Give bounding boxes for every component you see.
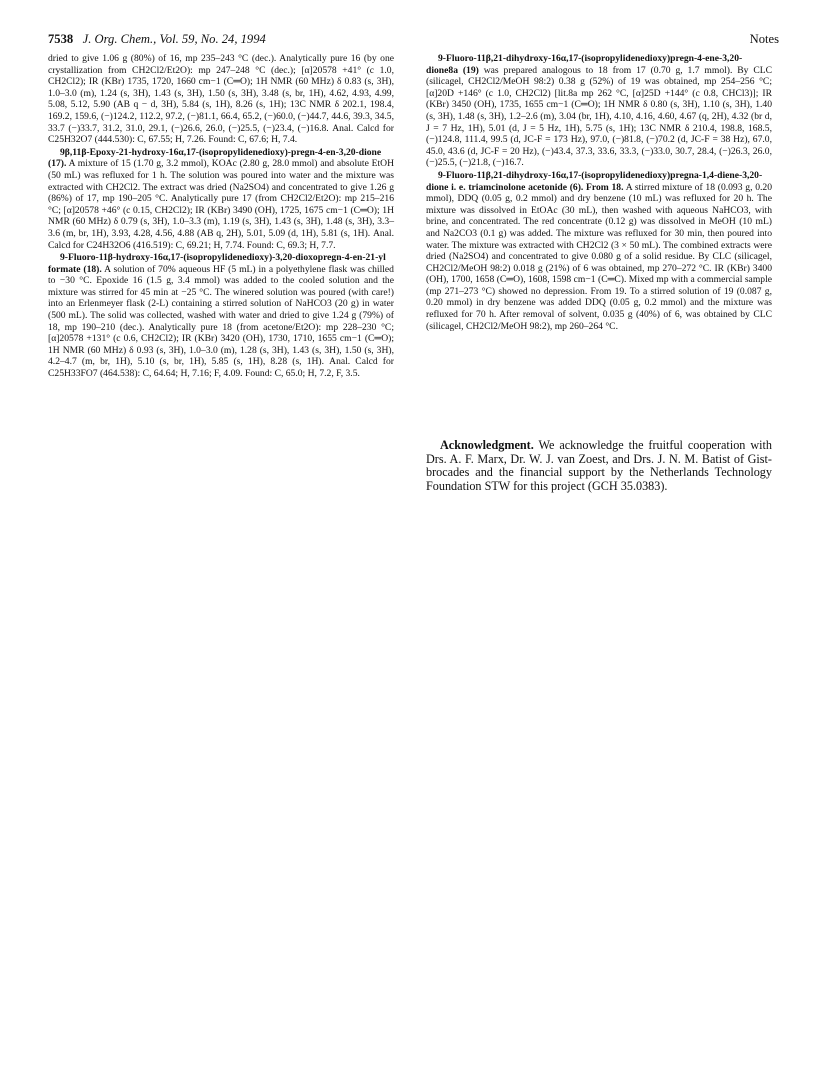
paragraph-compound-17 — [48, 147, 394, 251]
right-column — [426, 53, 772, 333]
paragraph-text: dried to give 1.06 g (80%) of 16, mp 235–243 °C (dec.). Analytically pure 16 (by one crystallization from CH2Cl2/Et2O): mp 247–248 °C (dec.); [α]20578 +41° (c 1.0, CH2Cl2); IR (KBr) 1735, 1720, 1660 cm−1 (C═O); 1H NMR (60 MHz) δ 0.83 (s, 3H), 1.0–3.0 (m), 1.24 (s, 3H), 1.43 (s, 3H), 1.50 (s, 3H), 3.48 (s, br, 1H), 4.62, 4.93, 4.99, 5.08, 5.12, 5.90 (AB q − d, 3H), 5.84 (s, 1H), 8.26 (s, 1H); 13C NMR δ 202.1, 198.4, 169.2, 159.6, (−)124.2, 112.2, 97.2, (−)81.1, 66.4, 65.2, (−)60.0, (−)44.7, 44.6, 39.3, 34.5, 33.7 (−)33.7, 31.2, 31.0, 29.1, (−)26.6, 26.0, (−)25.5, (−)23.4, (−)16.8. Anal. Calcd for C25H32O7 (444.530): C, 67.55; H, 7.26. Found: C, 67.6; H, 7.4. — [48, 53, 394, 146]
page-number: 7538 — [48, 32, 74, 46]
acknowledgment-heading: Acknowledgment. — [440, 438, 534, 452]
paragraph-compound-6 — [426, 170, 772, 332]
left-column — [48, 53, 394, 381]
compound-heading: 9-Fluoro-11β-hydroxy-16α,17-(isopropylidenedioxy)-3,20-dioxopregn-4-en-21-yl formate (18). — [48, 252, 386, 275]
paragraph-text: A stirred mixture of 18 (0.093 g, 0.20 mmol), DDQ (0.05 g, 0.2 mmol) and dry benzene (10 mL) was refluxed for 20 h. The mixture was dissolved in EtOAc (30 mL), then washed with aqueous NaHCO3, with brine, and concentrated. The red concentrate (0.12 g) was dissolved in MeOH (10 mL) and Na2CO3 (0.1 g) was added. The mixture was refluxed for 30 min, then poured into water. The mixture was extracted with CH2Cl2 (3 × 50 mL). The combined extracts were dried (Na2SO4) and concentrated to give 0.080 g of a solid residue. By CLC (silicagel, CH2Cl2/MeOH 98:2) 0.018 g (21%) of 6 was obtained, mp 270–272 °C. IR (KBr) 3400 (OH), 1700, 1658 (C═O), 1608, 1598 cm−1 (C═C). Mixed mp with a commercial sample (mp 271–273 °C) showed no depression. From 19. To a stirred solution of 19 (0.087 g, 0.20 mmol) in dry benzene was added DDQ (0.05 g, 0.2 mmol) and the mixture was refluxed for 70 h. After removal of solvent, 0.035 g (40%) of 6, was obtained by CLC (silicagel, CH2Cl2/MeOH 98:2), mp 260–264 °C. — [426, 181, 772, 332]
paragraph-compound-18 — [48, 252, 394, 380]
acknowledgment — [426, 439, 772, 494]
paragraph-16-characterization — [48, 53, 394, 146]
paragraph-text: A solution of 70% aqueous HF (5 mL) in a polyethylene flask was chilled to −30 °C. Epoxide 16 (1.5 g, 3.4 mmol) was added to the cooled solution and the mixture was stirred for 45 min at −25 °C. The winered solution was poured (with care!) into an Erlenmeyer flask (2-L) containing a stirred solution of NaHCO3 (20 g) in water (500 mL). The solid was collected, washed with water and dried to give 1.24 g (79%) of 18, mp 190–210 (dec.). Analytically pure 18 (from acetone/Et2O): mp 228–230 °C; [α]20578 +131° (c 0.6, CH2Cl2); IR (KBr) 3420 (OH), 1730, 1710, 1655 cm−1 (C═O); 1H NMR (60 MHz) δ 0.93 (s, 3H), 1.0–3.0 (m), 1.28 (s, 3H), 1.43 (s, 3H), 1.50 (s, 3H), 4.2–4.7 (m, br, 1H), 5.10 (s, br, 1H), 5.85 (s, 1H), 8.28 (s, 1H). Anal. Calcd for C25H33FO7 (464.538): C, 64.64; H, 7.16; F, 4.09. Found: C, 65.0; H, 7.2, F, 3.5. — [48, 263, 394, 380]
section-label: Notes — [749, 32, 779, 46]
compound-heading: 9-Fluoro-11β,21-dihydroxy-16α,17-(isopropylidenedioxy)pregna-1,4-diene-3,20-dione i. e. triamcinolone acetonide (6). From 18. — [426, 169, 763, 193]
acknowledgment-text: We acknowledge the fruitful cooperation with Drs. A. F. Marx, Dr. W. J. van Zoest, and Drs. J. N. M. Batist of Gist-brocades and the financial support by the Netherlands Technology Foundation STW for this project (GCH 35.0383). — [426, 438, 772, 494]
paragraph-text: A mixture of 15 (1.70 g, 3.2 mmol), KOAc (2.80 g, 28.0 mmol) and absolute EtOH (50 mL) was refluxed for 1 h. The solution was poured into water and the mixture was extracted with CH2Cl2. The extract was dried (Na2SO4) and concentrated to give 1.26 g (86%) of 17, mp 190–205 °C. Analytically pure 17 (from CH2Cl2/Et2O): mp 215–216 °C; [α]20578 +46° (c 0.15, CH2Cl2); IR (KBr) 3490 (OH), 1725, 1675 cm−1 (C═O); 1H NMR (60 MHz) δ 0.79 (s, 3H), 1.0–3.3 (m), 1.19 (s, 3H), 1.43 (s, 3H), 1.48 (s, 3H), 3.3–3.6 (m, br, 1H), 3.93, 4.28, 4.56, 4.88 (AB q, 2H), 5.01, 5.09 (d, 1H), 5.81 (s, 1H). Anal. Calcd for C24H32O6 (416.519): C, 69.21; H, 7.74. Found: C, 69.3; H, 7.7. — [48, 158, 394, 251]
compound-heading: 9β,11β-Epoxy-21-hydroxy-16α,17-(isopropylidenedioxy)-pregn-4-en-3,20-dione (17). — [48, 146, 382, 170]
compound-heading: 9-Fluoro-11β,21-dihydroxy-16α,17-(isopropylidenedioxy)pregn-4-ene-3,20-dione8a (19) — [426, 53, 743, 76]
journal-citation: J. Org. Chem., Vol. 59, No. 24, 1994 — [82, 32, 266, 46]
running-head — [48, 32, 266, 47]
page-header — [48, 32, 779, 48]
paragraph-compound-19 — [426, 53, 772, 169]
paragraph-text: was prepared analogous to 18 from 17 (0.70 g, 1.7 mmol). By CLC (silicagel, CH2Cl2/MeOH 98:2) 0.38 g (52%) of 19 was obtained, mp 254–256 °C; [α]20D +146° (c 1.0, CH2Cl2) [lit.8a mp 262 °C, [α]25D +144° (c 0.8, CHCl3)]; IR (KBr) 3450 (OH), 1735, 1655 cm−1 (C═O); 1H NMR δ 0.80 (s, 3H), 1.10 (s, 3H), 1.40 (s, 3H), 1.48 (s, 3H), 1.2–2.6 (m), 3.04 (br, 1H), 4.10, 4.16, 4.60, 4.67 (q, 2H), 4.32 (br d, J = 7 Hz, 1H), 5.01 (d, J = 5 Hz, 1H), 5.75 (s, 1H); 13C NMR δ 210.4, 198.8, 168.5, (−)124.8, 111.4, 99.5 (d, JC-F = 173 Hz), 97.0, (−)81.8, (−)70.2 (d, JC-F = 38 Hz), 67.0, 45.0, 43.6 (d, JC-F = 20 Hz), (−)43.4, 37.3, 33.6, 33.3, (−)33.0, 30.7, 28.4, (−)26.3, 26.0, (−)25.5, (−)21.8, (−)16.7. — [426, 64, 772, 169]
